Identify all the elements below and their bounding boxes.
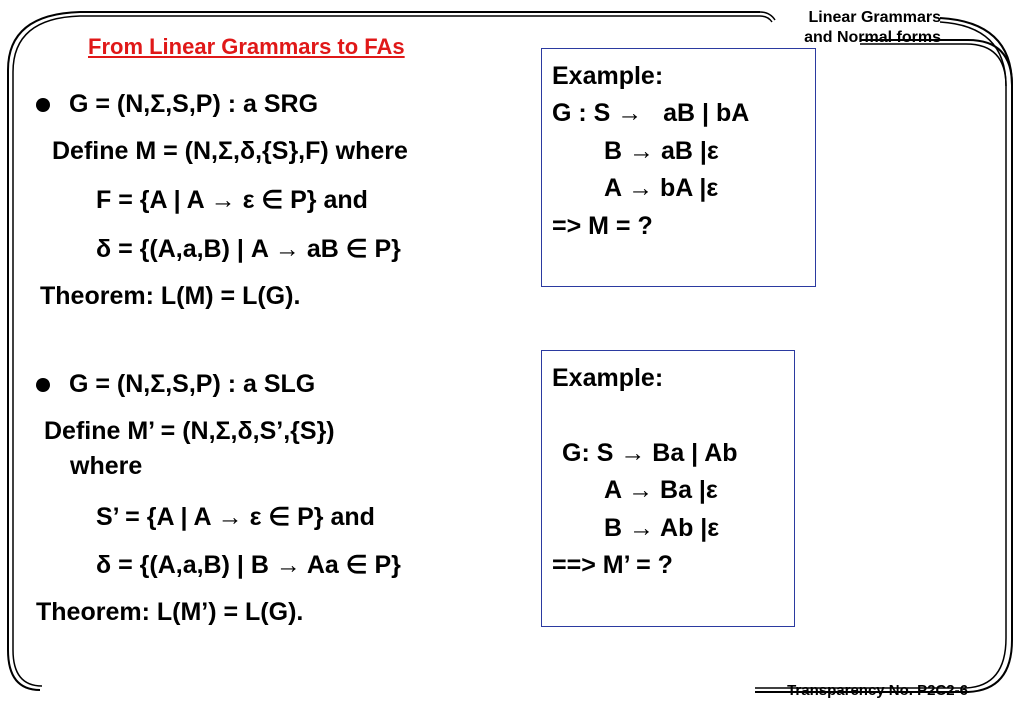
bullet-dot bbox=[36, 378, 50, 392]
slg-theorem: Theorem: L(M’) = L(G). bbox=[36, 598, 304, 626]
slg-transitions bbox=[84, 550, 401, 580]
srg-define: Define M = (N,Σ,δ,{S},F) where bbox=[52, 137, 408, 165]
example-1-line-3: A → bA |ε bbox=[604, 174, 719, 202]
slg-grammar: G = (N,Σ,S,P) : a SLG bbox=[68, 370, 316, 398]
slide-title: From Linear Grammars to FAs bbox=[88, 34, 405, 59]
example-1-line-2: B → aB |ε bbox=[604, 137, 719, 165]
slg-transitions-text: δ = {(A,a,B) | B → Aa ∈ P} bbox=[96, 551, 401, 579]
srg-theorem: Theorem: L(M) = L(G). bbox=[40, 282, 301, 310]
example-2-line-2: A → Ba |ε bbox=[604, 476, 718, 504]
example-1-heading: Example: bbox=[552, 62, 664, 90]
slg-define-where: where bbox=[70, 452, 143, 480]
example-2-heading: Example: bbox=[552, 364, 664, 392]
slg-define: Define M’ = (N,Σ,δ,S’,{S}) bbox=[44, 417, 335, 445]
srg-bullet-line bbox=[36, 90, 318, 119]
footer-transparency-number: Transparency No. P2C2-6 bbox=[787, 682, 968, 699]
srg-transitions-text: δ = {(A,a,B) | A → aB ∈ P} bbox=[96, 235, 401, 263]
header-line-2: and Normal forms bbox=[804, 29, 941, 46]
srg-final-states bbox=[84, 185, 368, 215]
example-box-1 bbox=[541, 48, 816, 287]
example-1-line-1: G : S → aB | bA bbox=[552, 99, 750, 127]
header-title bbox=[804, 8, 941, 48]
slg-start-states-text: S’ = {A | A → ε ∈ P} and bbox=[96, 503, 375, 531]
example-box-2 bbox=[541, 350, 795, 627]
example-2-line-4: ==> M’ = ? bbox=[552, 551, 673, 579]
slg-bullet-line bbox=[36, 370, 315, 399]
header-line-1: Linear Grammars bbox=[808, 9, 941, 26]
example-2-line-1: G: S → Ba | Ab bbox=[562, 439, 738, 467]
example-1-line-4: => M = ? bbox=[552, 212, 653, 240]
example-2-line-3: B → Ab |ε bbox=[604, 514, 720, 542]
srg-grammar: G = (N,Σ,S,P) : a SRG bbox=[68, 90, 319, 118]
bullet-dot bbox=[36, 98, 50, 112]
srg-final-states-text: F = {A | A → ε ∈ P} and bbox=[96, 186, 368, 214]
srg-transitions bbox=[84, 234, 401, 264]
slg-start-states bbox=[84, 502, 375, 532]
